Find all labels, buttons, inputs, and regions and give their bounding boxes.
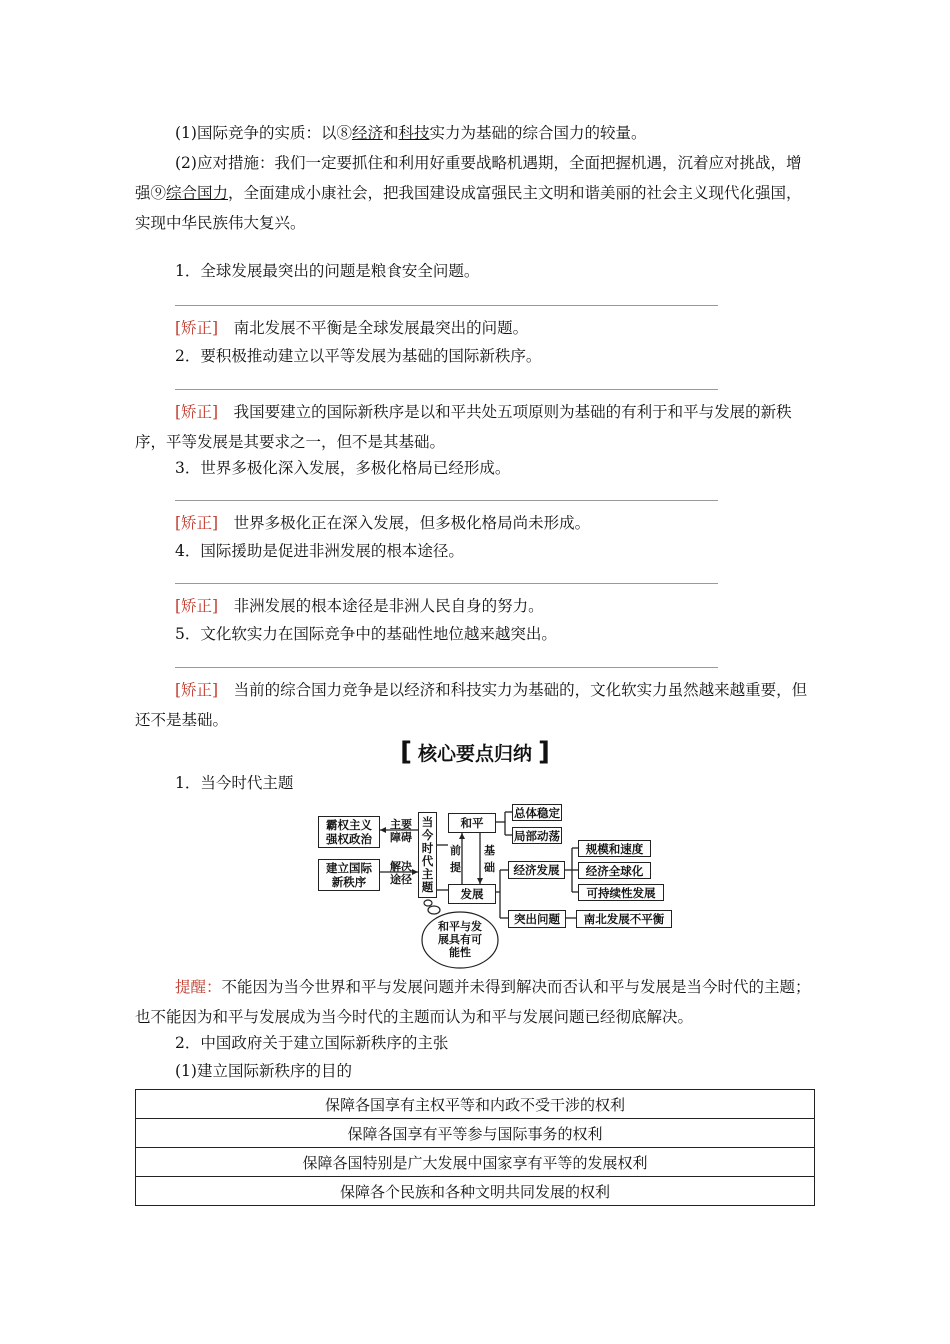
goals-table <box>135 1089 815 1206</box>
correction-3: [矫正] 世界多极化正在深入发展，但多极化格局尚未形成。 <box>175 514 591 532</box>
econ-dev-box: 经济发展 <box>508 861 565 879</box>
table-cell: 保障各国享有平等参与国际事务的权利 <box>136 1119 815 1148</box>
scale-speed-box: 规模和速度 <box>578 840 651 857</box>
point-1-title: 1．当今时代主题 <box>175 774 294 792</box>
prominent-issue-box: 突出问题 <box>508 910 566 928</box>
hegemony-box: 霸权主义 强权政治 <box>318 816 380 848</box>
question-1: 1．全球发展最突出的问题是粮食安全问题。 <box>175 262 480 280</box>
table-row <box>136 1090 815 1119</box>
answer-line-4 <box>175 583 718 584</box>
table-row <box>136 1177 815 1206</box>
table-cell: 保障各国特别是广大发展中国家享有平等的发展权利 <box>136 1148 815 1177</box>
section-heading: [ 核心要点归纳 ] <box>400 737 550 767</box>
answer-line-2 <box>175 389 718 390</box>
era-theme-diagram <box>300 800 685 970</box>
question-2: 2．要积极推动建立以平等发展为基础的国际新秩序。 <box>175 347 542 365</box>
question-3: 3．世界多极化深入发展，多极化格局已经形成。 <box>175 459 511 477</box>
local-turmoil-box: 局部动荡 <box>514 828 560 843</box>
answer-line-1 <box>175 305 718 306</box>
premise-label: 前 提 <box>450 844 461 874</box>
reminder: 提醒：不能因为当今世界和平与发展问题并未得到解决而否认和平与发展是当今时代的主题；也不能因为和平与发展成为当今时代的主题而认为和平与发展问题已经彻底解决。 <box>135 978 811 1026</box>
new-order-box: 建立国际 新秩序 <box>318 859 380 891</box>
correction-5: [矫正] 当前的综合国力竞争是以经济和科技实力为基础的，文化软实力虽然越来越重要，但还不是基础。 <box>135 681 808 729</box>
basis-label: 基 础 <box>484 844 495 874</box>
solve-way-label: 解决 途径 <box>390 860 412 886</box>
table-row <box>136 1119 815 1148</box>
point-2-sub: (1)建立国际新秩序的目的 <box>175 1062 352 1080</box>
cloud-text: 和平与发 展具有可 能性 <box>438 920 482 959</box>
overall-stable-box: 总体稳定 <box>514 805 560 820</box>
point-2-title: 2．中国政府关于建立国际新秩序的主张 <box>175 1034 449 1052</box>
answer-line-5 <box>175 667 718 668</box>
intro-line-1: (1)国际竞争的实质：以⑧经济和科技实力为基础的综合国力的较量。 <box>175 124 647 142</box>
question-4: 4．国际援助是促进非洲发展的根本途径。 <box>175 542 464 560</box>
table-cell: 保障各国享有主权平等和内政不受干涉的权利 <box>136 1090 815 1119</box>
north-south-box: 南北发展不平衡 <box>576 910 672 928</box>
table-cell: 保障各个民族和各种文明共同发展的权利 <box>136 1177 815 1206</box>
globalization-box: 经济全球化 <box>578 862 651 879</box>
question-5: 5．文化软实力在国际竞争中的基础性地位越来越突出。 <box>175 625 557 643</box>
correction-2: [矫正] 我国要建立的国际新秩序是以和平共处五项原则为基础的有利于和平与发展的新秩序，平等发展是其要求之一，但不是其基础。 <box>135 403 792 451</box>
correction-4: [矫正] 非洲发展的根本途径是非洲人民自身的努力。 <box>175 597 544 615</box>
main-obstacle-label: 主要 障碍 <box>390 818 412 844</box>
development-box: 发展 <box>448 884 496 904</box>
correction-1: [矫正] 南北发展不平衡是全球发展最突出的问题。 <box>175 319 529 337</box>
era-theme-box: 当今时代主题 <box>418 812 437 898</box>
peace-box: 和平 <box>448 813 496 833</box>
table-row <box>136 1148 815 1177</box>
sustainable-box: 可持续性发展 <box>578 884 664 901</box>
answer-line-3 <box>175 500 718 501</box>
intro-line-2: (2)应对措施：我们一定要抓住和利用好重要战略机遇期，全面把握机遇，沉着应对挑战，增强⑨综合国力，全面建成小康社会，把我国建设成富强民主文明和谐美丽的社会主义现代化强国，实现中华民族伟大复兴。 <box>135 154 802 232</box>
